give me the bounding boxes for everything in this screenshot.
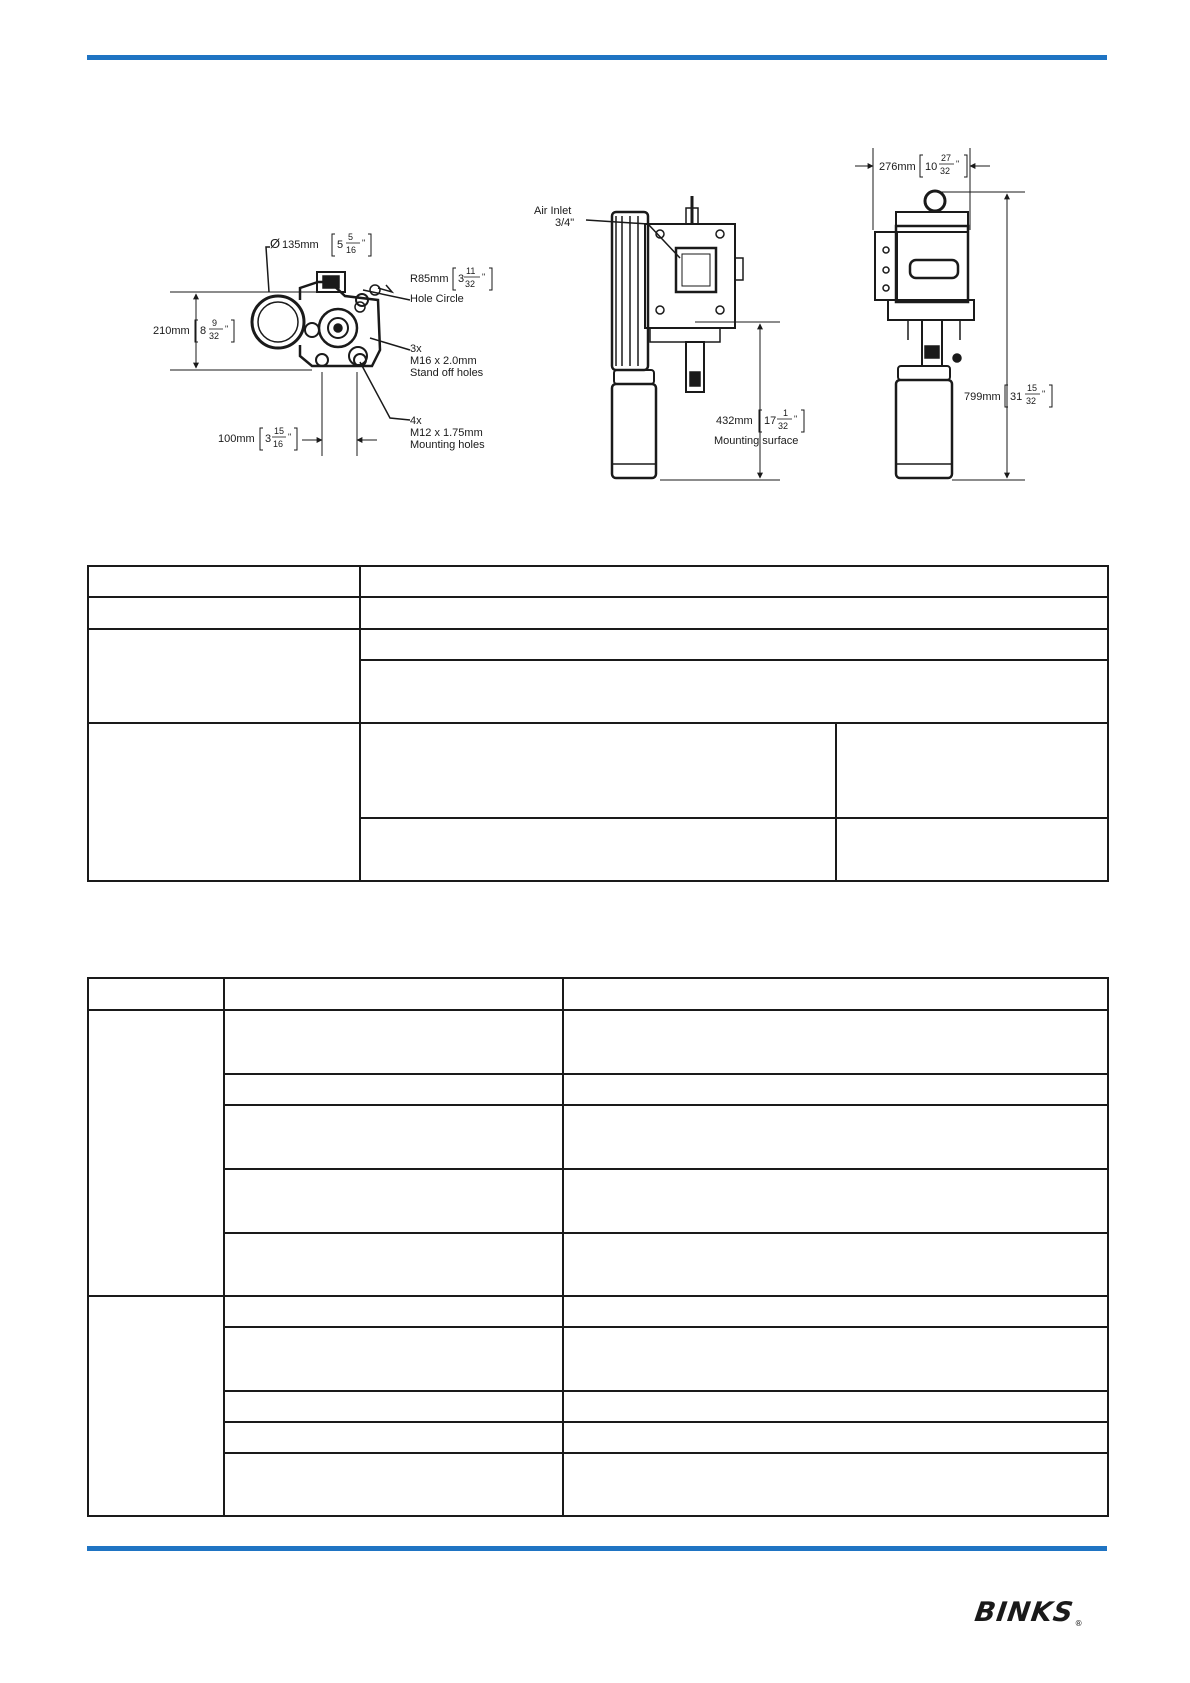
air-valve-port (323, 276, 339, 288)
mount-den: 32 (778, 421, 789, 431)
side-plug (953, 354, 961, 362)
table-cell (224, 1327, 563, 1391)
air-inlet-label: Air Inlet (534, 205, 572, 217)
radius-metric: R85mm (410, 273, 449, 285)
height-metric: 210mm (153, 325, 190, 337)
table-cell (563, 978, 1108, 1010)
front-view-labels (879, 153, 1052, 407)
front-height-num: 15 (1027, 383, 1038, 393)
table-cell (563, 1010, 1108, 1074)
lower-flange (650, 328, 720, 342)
footer-accent-rule (87, 1546, 1107, 1551)
group-cell (88, 1296, 224, 1516)
table-row (88, 597, 1108, 629)
standoff-hole (355, 302, 365, 312)
front-view-drawing (855, 148, 1025, 480)
front-width-unit: " (956, 159, 960, 169)
table-row (88, 723, 1108, 818)
pump-rod (922, 320, 942, 366)
table-row (88, 1391, 1108, 1422)
binks-logo (972, 1597, 1105, 1628)
diameter-num: 5 (348, 232, 354, 242)
valve-bolt (883, 247, 889, 253)
diameter-leader (266, 247, 270, 292)
table-row (88, 1233, 1108, 1296)
table-cell (224, 1453, 563, 1516)
lower-cap (898, 366, 950, 380)
front-width-num: 27 (941, 153, 952, 163)
mount-metric: 432mm (716, 415, 753, 427)
bottom-view-drawing (170, 247, 410, 456)
outlet-ring-outer (252, 296, 304, 348)
table-cell (360, 660, 1108, 723)
front-width-metric: 276mm (879, 161, 916, 173)
center-hub-dot (334, 324, 342, 332)
table-row (88, 1074, 1108, 1105)
rod-coupling (925, 346, 939, 358)
bolt (716, 306, 724, 314)
table-cell (88, 566, 360, 597)
table-row (88, 1327, 1108, 1391)
radius-num: 11 (466, 266, 476, 276)
diameter-metric: 135mm (282, 239, 319, 251)
dimension-drawings (0, 0, 1190, 560)
table-row (88, 1010, 1108, 1074)
standoff-leader (370, 338, 410, 350)
table-cell (563, 1453, 1108, 1516)
width-unit: " (288, 432, 292, 442)
radius-whole: 3 (458, 273, 465, 285)
table-cell (224, 1422, 563, 1453)
table-cell (563, 1391, 1108, 1422)
table-cell (88, 978, 224, 1010)
outlet-ring-inner (258, 302, 298, 342)
table-cell (224, 978, 563, 1010)
table-row (88, 566, 1108, 597)
lower-cap (614, 370, 654, 384)
width-den: 16 (273, 439, 284, 449)
mounting-hole (356, 294, 368, 306)
table-cell (563, 1169, 1108, 1233)
specification-table (87, 565, 1109, 882)
table-cell (224, 1233, 563, 1296)
table-cell (836, 818, 1108, 881)
performance-table (87, 977, 1109, 1517)
table-cell (360, 629, 1108, 660)
mounting-hole (305, 323, 319, 337)
mounting-hole (316, 354, 328, 366)
table-cell (563, 1296, 1108, 1327)
table-cell (224, 1391, 563, 1422)
radius-unit: " (482, 272, 486, 282)
rod-fitting (690, 372, 700, 386)
table-row (88, 1422, 1108, 1453)
table-cell (360, 723, 836, 818)
front-height-metric: 799mm (964, 391, 1001, 403)
height-unit: " (225, 324, 229, 334)
table-cell (360, 818, 836, 881)
table-cell (360, 566, 1108, 597)
registered-mark: ® (1074, 1619, 1083, 1628)
mounting-size: M12 x 1.75mm (410, 427, 483, 439)
diameter-symbol: Ø (270, 236, 281, 251)
table-cell (563, 1422, 1108, 1453)
diameter-den: 16 (346, 245, 357, 255)
width-num: 15 (274, 426, 285, 436)
table-cell (88, 597, 360, 629)
mounting-count: 4x (410, 415, 422, 427)
front-height-unit: " (1042, 389, 1046, 399)
mounting-desc: Mounting holes (410, 439, 485, 451)
table-cell (224, 1074, 563, 1105)
table-cell (360, 597, 1108, 629)
mount-label: Mounting surface (714, 435, 799, 447)
table-cell (563, 1105, 1108, 1169)
table-header-row (88, 978, 1108, 1010)
mounting-leader (360, 362, 410, 420)
height-den: 32 (209, 331, 220, 341)
mount-unit: " (794, 414, 798, 424)
table-row (88, 1296, 1108, 1327)
diameter-whole: 5 (337, 239, 344, 251)
bolt (656, 306, 664, 314)
table-cell (224, 1296, 563, 1327)
radius-den: 32 (465, 279, 476, 289)
side-valve (875, 232, 897, 300)
air-inlet-size: 3/4" (555, 217, 575, 229)
standoff-desc: Stand off holes (410, 367, 484, 379)
height-whole: 8 (200, 325, 207, 337)
logo-wordmark: BINKS (972, 1597, 1076, 1628)
table-cell (836, 723, 1108, 818)
table-cell (563, 1327, 1108, 1391)
group-cell (88, 1010, 224, 1296)
table-cell (563, 1233, 1108, 1296)
valve-bolt (883, 267, 889, 273)
table-cell (224, 1010, 563, 1074)
front-width-whole: 10 (925, 161, 938, 173)
diameter-unit: " (362, 238, 366, 248)
table-cell (88, 629, 360, 723)
table-cell (563, 1074, 1108, 1105)
side-view-labels (534, 205, 804, 447)
standoff-count: 3x (410, 343, 422, 355)
pump-frame (645, 224, 735, 328)
table-cell (88, 723, 360, 881)
nameplate (910, 260, 958, 278)
bolt (716, 230, 724, 238)
side-fitting (735, 258, 743, 280)
air-valve-face (682, 254, 710, 286)
top-manifold (896, 212, 968, 232)
table-cell (224, 1105, 563, 1169)
front-height-den: 32 (1026, 396, 1037, 406)
standoff-size: M16 x 2.0mm (410, 355, 477, 367)
width-whole: 3 (265, 433, 272, 445)
table-row (88, 629, 1108, 660)
table-row (88, 1453, 1108, 1516)
lifting-eye (925, 191, 945, 211)
front-width-den: 32 (940, 166, 951, 176)
table-cell (224, 1169, 563, 1233)
table-row (88, 1169, 1108, 1233)
mount-num: 1 (783, 408, 789, 418)
table-row (88, 1105, 1108, 1169)
mount-whole: 17 (764, 415, 777, 427)
valve-bolt (883, 285, 889, 291)
hole-circle-label: Hole Circle (410, 293, 464, 305)
width-metric: 100mm (218, 433, 255, 445)
front-height-whole: 31 (1010, 391, 1023, 403)
air-inlet-leader (586, 220, 680, 258)
height-num: 9 (212, 318, 218, 328)
